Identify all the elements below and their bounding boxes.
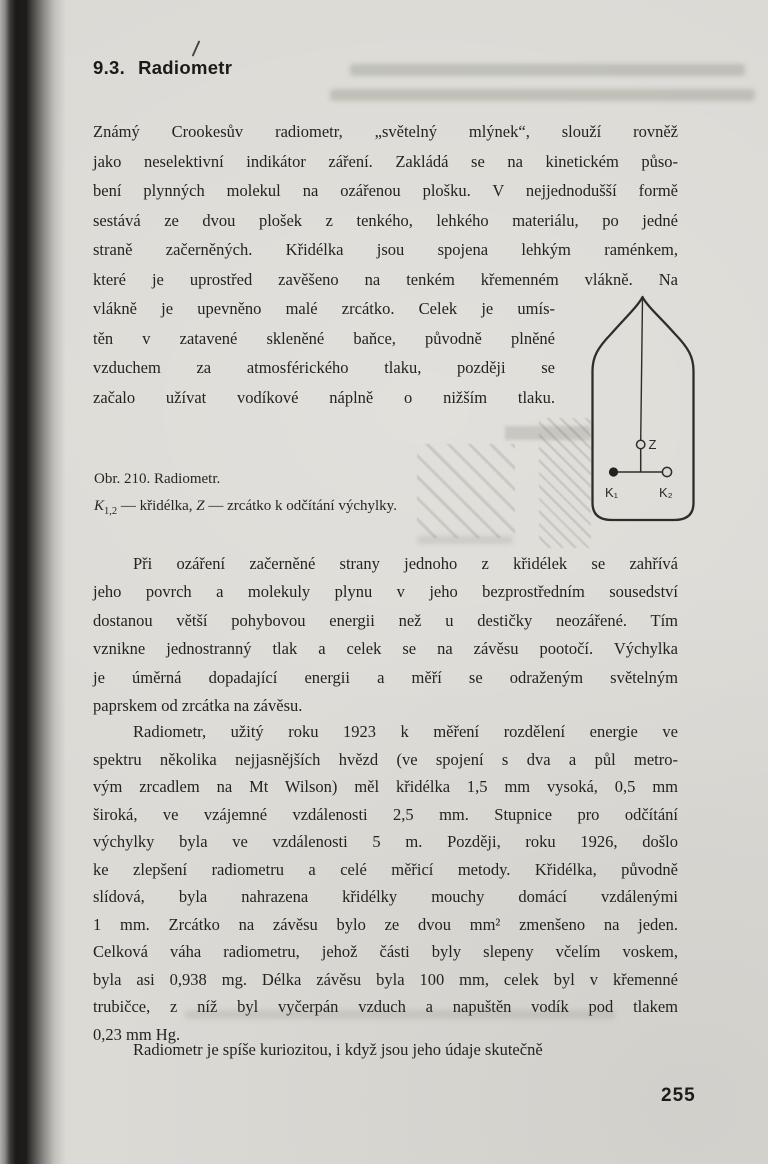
text-line: vlákně je upevněno malé zrcátko. Celek je umís- <box>93 299 555 318</box>
vane-k1-marker <box>609 467 618 476</box>
text-line: Radiometr, užitý roku 1923 k měření rozdělení energie ve <box>133 722 678 741</box>
bleedthrough-band <box>505 426 591 440</box>
text-line: Známý Crookesův radiometr, „světelný mlýnek“, slouží rovněž <box>93 122 678 141</box>
figure-radiometer <box>584 286 704 530</box>
text-line: je úměrná dopadající energii a měří se odraženým světelným <box>93 667 678 687</box>
caption-text: — zrcátko k odčítání výchylky. <box>204 498 397 514</box>
text-line: straně začerněných. Křidélka jsou spojena lehkým raménkem, <box>93 240 678 259</box>
bleedthrough-ghost-line <box>417 536 513 544</box>
binding-shadow <box>0 0 66 1164</box>
text-line: bení plynných molekul na ozářenou plošku. V nejjednodušší formě <box>93 181 678 200</box>
section-number: 9.3. <box>93 57 126 78</box>
text-line: dostanou větší pohybovou energii než u destičky neozářené. Tím <box>93 610 678 630</box>
paragraph-intro-wrapped <box>93 294 555 412</box>
text-line: byla asi 0,938 mg. Délka závěsu byla 100 mm, celek byl v křemenné <box>93 969 678 989</box>
text-line: začalo užívat vodíkové náplně o nižším tlaku. <box>93 387 555 407</box>
text-line: ke zlepšení radiometru a celé měřicí metody. Křidélka, původně <box>93 859 678 879</box>
text-line: vzduchem za atmosférického tlaku, později se <box>93 358 555 377</box>
vane-k2-marker <box>662 467 671 476</box>
scratch-mark <box>192 40 201 56</box>
text-line: slídová, byla nahrazena křidélky mouchy domácí vzdálenými <box>93 887 678 906</box>
caption-symbol-z: Z <box>196 498 205 514</box>
text-line: spektru několika nejjasnějších hvězd (ve spojení s dva a půl metro- <box>93 749 678 769</box>
text-line: výchylky byla ve vzdálenosti 5 m. Později, roku 1926, došlo <box>93 832 678 851</box>
text-line: Celková váha radiometru, jehož části byly slepeny včelím voskem, <box>93 942 678 961</box>
figure-caption-legend <box>94 493 397 520</box>
text-line: které je uprostřed zavěšeno na tenkém křemenném vlákně. Na <box>93 269 678 289</box>
figure-caption-title: Obr. 210. Radiometr. <box>94 471 221 487</box>
text-line: vznikne jednostranný tlak a celek se na závěsu pootočí. Výchylka <box>93 639 678 659</box>
mirror-marker <box>637 440 645 448</box>
text-line: vým zrcadlem na Mt Wilson) měl křidélka 1,5 mm vysoká, 0,5 mm <box>93 777 678 796</box>
text-line: sestává ze dvou plošek z tenkého, lehkého materiálu, po jedné <box>93 210 678 230</box>
figure-caption <box>94 466 397 520</box>
text-line: těn v zatavené skleněné baňce, původně plněné <box>93 328 555 348</box>
text-line: jeho povrch a molekuly plynu v jeho bezprostředním sousedství <box>93 582 678 602</box>
section-heading <box>93 57 232 79</box>
section-title: Radiometr <box>138 57 233 78</box>
page-number: 255 <box>661 1085 696 1106</box>
figure-label-k2: K₂ <box>659 485 673 500</box>
paragraph-principle <box>93 550 678 720</box>
suspension-fiber-line <box>641 299 643 441</box>
text-line: široká, ve vzájemné vzdálenosti 2,5 mm. Stupnice pro odčítání <box>93 804 678 824</box>
text-line: 1 mm. Zrcátko na závěsu bylo ze dvou mm² zmenšeno na jeden. <box>93 914 678 934</box>
text-line: paprskem od zrcátka na závěsu. <box>93 696 303 716</box>
text-line: jako neselektivní indikátor záření. Zakládá se na kinetickém půso- <box>93 151 678 171</box>
text-line: trubičce, z níž byl vyčerpán vzduch a napuštěn vodík pod tlakem <box>93 997 678 1016</box>
paragraph-intro <box>93 117 678 294</box>
caption-text: — křidélka, <box>117 498 197 514</box>
figure-label-k1: K₁ <box>605 485 619 500</box>
figure-label-z: Z <box>648 437 657 452</box>
text-line: Při ozáření začerněné strany jednoho z křidélek se zahřívá <box>133 554 678 573</box>
caption-symbol-k: K <box>94 498 105 514</box>
paragraph-history <box>93 718 678 1048</box>
bleedthrough-hatch <box>417 444 515 538</box>
bleedthrough-ghost-line <box>350 64 745 76</box>
text-line: Radiometr je spíše kuriozitou, i když jsou jeho údaje skutečně <box>133 1040 543 1059</box>
text-line: 0,23 mm Hg. <box>93 1024 181 1044</box>
caption-symbol-k-subscript: 1,2 <box>104 506 118 517</box>
bleedthrough-ghost-line <box>330 89 755 101</box>
paragraph-closing <box>93 1036 678 1064</box>
